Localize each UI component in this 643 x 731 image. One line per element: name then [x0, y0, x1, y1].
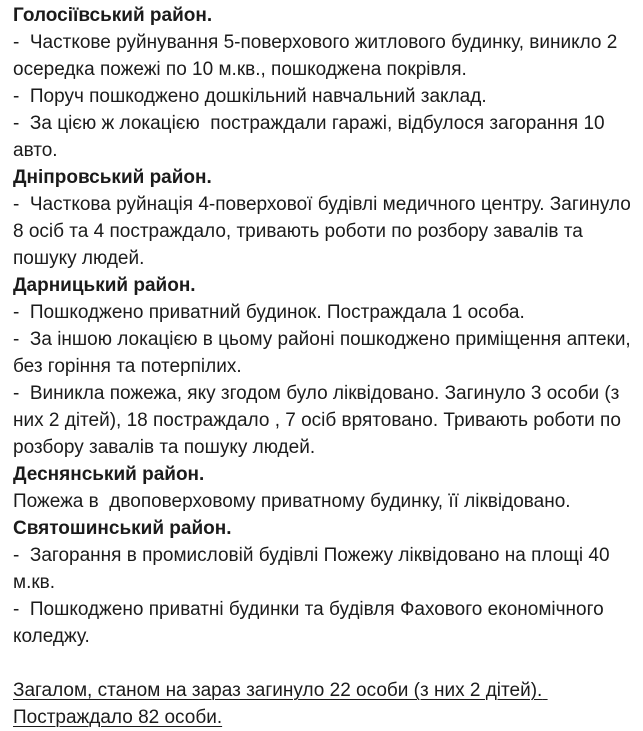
- report-line: - Часткове руйнування 5-поверхового житлового будинку, виникло 2 осередка пожежі по 10 м.кв., пошкоджена покрівля.: [13, 32, 623, 80]
- report-line: - Пошкоджено приватний будинок. Постраждала 1 особа.: [13, 302, 525, 323]
- report-line: - Загорання в промисловій будівлі Пожежу ліквідовано на площі 40 м.кв.: [13, 545, 615, 593]
- district-heading-darnytskyi: Дарницький район.: [13, 275, 196, 296]
- casualty-summary: Загалом, станом на зараз загинуло 22 особи (з них 2 дітей). Постраждало 82 особи.: [13, 680, 548, 728]
- report-line: - За цією ж локацією постраждали гаражі, відбулося загорання 10 авто.: [13, 113, 610, 161]
- report-line: Пожежа в двоповерховому приватному будинку, її ліквідовано.: [13, 491, 571, 512]
- district-heading-holosiivskyi: Голосіївський район.: [13, 5, 213, 26]
- district-heading-desnianskyi: Деснянський район.: [13, 464, 205, 485]
- district-heading-dniprovskyi: Дніпровський район.: [13, 167, 212, 188]
- report-line: - Часткова руйнація 4-поверхової будівлі медичного центру. Загинуло 8 осіб та 4 постраждало, тривають роботи по розбору завалів та пошуку людей.: [13, 194, 637, 269]
- report-line: - За іншою локацією в цьому районі пошкоджено приміщення аптеки, без горіння та потерпілих.: [13, 329, 636, 377]
- report-line: - Поруч пошкоджено дошкільний навчальний заклад.: [13, 86, 487, 107]
- report-line: - Виникла пожежа, яку згодом було ліквідовано. Загинуло 3 особи (з них 2 дітей), 18 постраждало , 7 осіб врятовано. Тривають роботи по розбору завалів та пошуку людей.: [13, 383, 627, 458]
- district-heading-sviatoshynskyi: Святошинський район.: [13, 518, 232, 539]
- report-line: - Пошкоджено приватні будинки та будівля Фахового економічного коледжу.: [13, 599, 609, 647]
